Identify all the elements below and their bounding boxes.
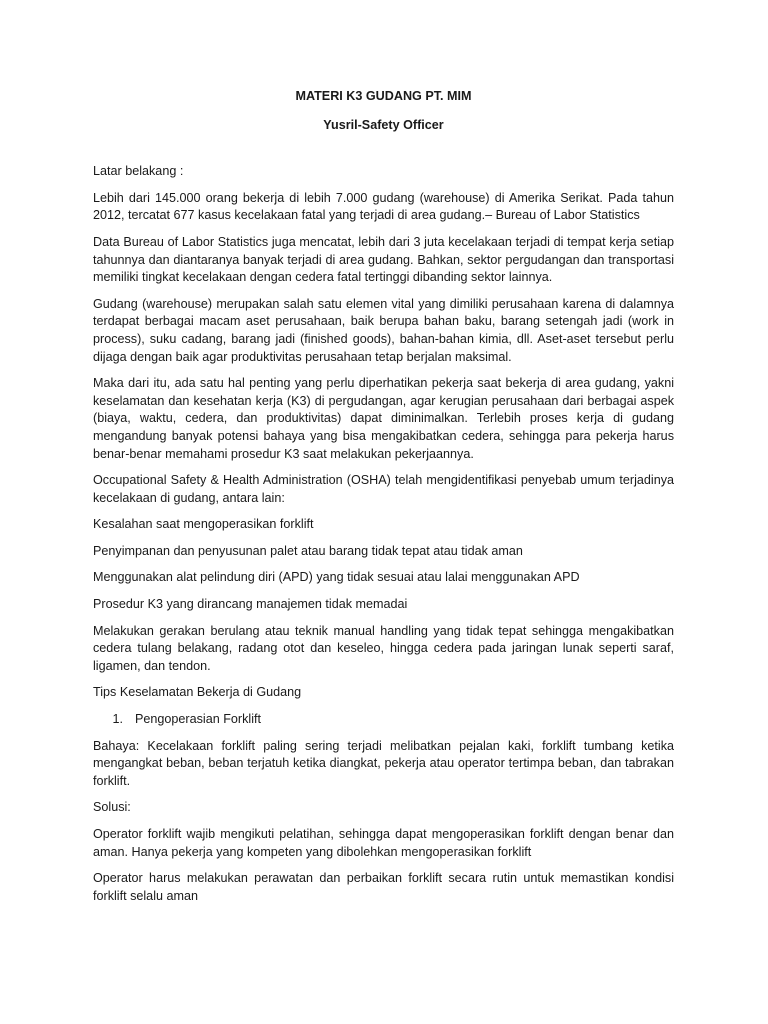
paragraph-solusi-label: Solusi: <box>93 800 131 815</box>
section-heading: Tips Keselamatan Bekerja di Gudang <box>93 685 302 700</box>
cause-item: Menggunakan alat pelindung diri (APD) yang tidak sesuai atau lalai menggunakan APD <box>93 570 580 585</box>
document-title: MATERI K3 GUDANG PT. MIM <box>295 89 472 103</box>
paragraph: Occupational Safety & Health Administration (OSHA) telah mengidentifikasi penyebab umum terjadinya kecelakaan di gudang, antara lain: <box>93 473 674 505</box>
paragraph: Lebih dari 145.000 orang bekerja di lebih 7.000 gudang (warehouse) di Amerika Serikat. Pada tahun 2012, tercatat 677 kasus kecelakaan fatal yang terjadi di area gudang.– Bureau of Labor Statistics <box>93 190 674 223</box>
paragraph-latar-belakang: Latar belakang : <box>93 164 184 179</box>
list-number: 1. <box>112 712 123 727</box>
cause-item: Penyimpanan dan penyusunan palet atau barang tidak tepat atau tidak aman <box>93 543 523 558</box>
paragraph: Maka dari itu, ada satu hal penting yang perlu diperhatikan pekerja saat bekerja di area gudang, yakni keselamatan dan kesehatan kerja (K3) di pergudangan, agar kerugian perusahaan dari berbagai aspek (biaya, waktu, cedera, dan produktivitas) dapat diminimalkan. Terlebih proses kerja di gudang mengandung banyak potensi bahaya yang bisa mengakibatkan cedera, sehingga para pekerja harus benar-benar memahami prosedur K3 saat melakukan pekerjaannya. <box>93 376 674 461</box>
paragraph: Operator forklift wajib mengikuti pelatihan, sehingga dapat mengoperasikan forklift dengan benar dan aman. Hanya pekerja yang kompeten yang dibolehkan mengoperasikan forklift <box>93 827 674 859</box>
paragraph-bahaya: Bahaya: Kecelakaan forklift paling sering terjadi melibatkan pejalan kaki, forklift tumbang ketika mengangkat beban, beban terjatuh ketika diangkat, pekerja atau operator tertimpa beban, dan tabrakan forklift. <box>93 738 674 788</box>
paragraph: Gudang (warehouse) merupakan salah satu elemen vital yang dimiliki perusahaan karena di dalamnya terdapat berbagai macam aset perusahaan, baik berupa bahan baku, barang setengah jadi (work in process), suku cadang, barang jadi (finished goods), bahan-bahan kimia, dll. Aset-aset tersebut perlu dijaga dengan baik agar produktivitas perusahaan tetap berjalan maksimal. <box>93 296 674 364</box>
list-item-text: Pengoperasian Forklift <box>135 712 262 727</box>
cause-item: Prosedur K3 yang dirancang manajemen tidak memadai <box>93 597 408 612</box>
cause-item: Kesalahan saat mengoperasikan forklift <box>93 517 314 532</box>
numbered-list-item <box>93 711 674 729</box>
document-subtitle: Yusril-Safety Officer <box>323 117 444 132</box>
cause-item: Melakukan gerakan berulang atau teknik manual handling yang tidak tepat sehingga mengakibatkan cedera tulang belakang, radang otot dan keseleo, hingga cedera pada jaringan lunak seperti saraf, ligamen, dan tendon. <box>93 623 674 673</box>
paragraph: Operator harus melakukan perawatan dan perbaikan forklift secara rutin untuk memastikan kondisi forklift selalu aman <box>93 871 674 903</box>
paragraph: Data Bureau of Labor Statistics juga mencatat, lebih dari 3 juta kecelakaan terjadi di tempat kerja setiap tahunnya dan diantaranya banyak terjadi di area gudang. Bahkan, sektor pergudangan dan transportasi memiliki tingkat kecelakaan dengan cedera fatal tertinggi dibanding sektor lainnya. <box>93 234 674 285</box>
